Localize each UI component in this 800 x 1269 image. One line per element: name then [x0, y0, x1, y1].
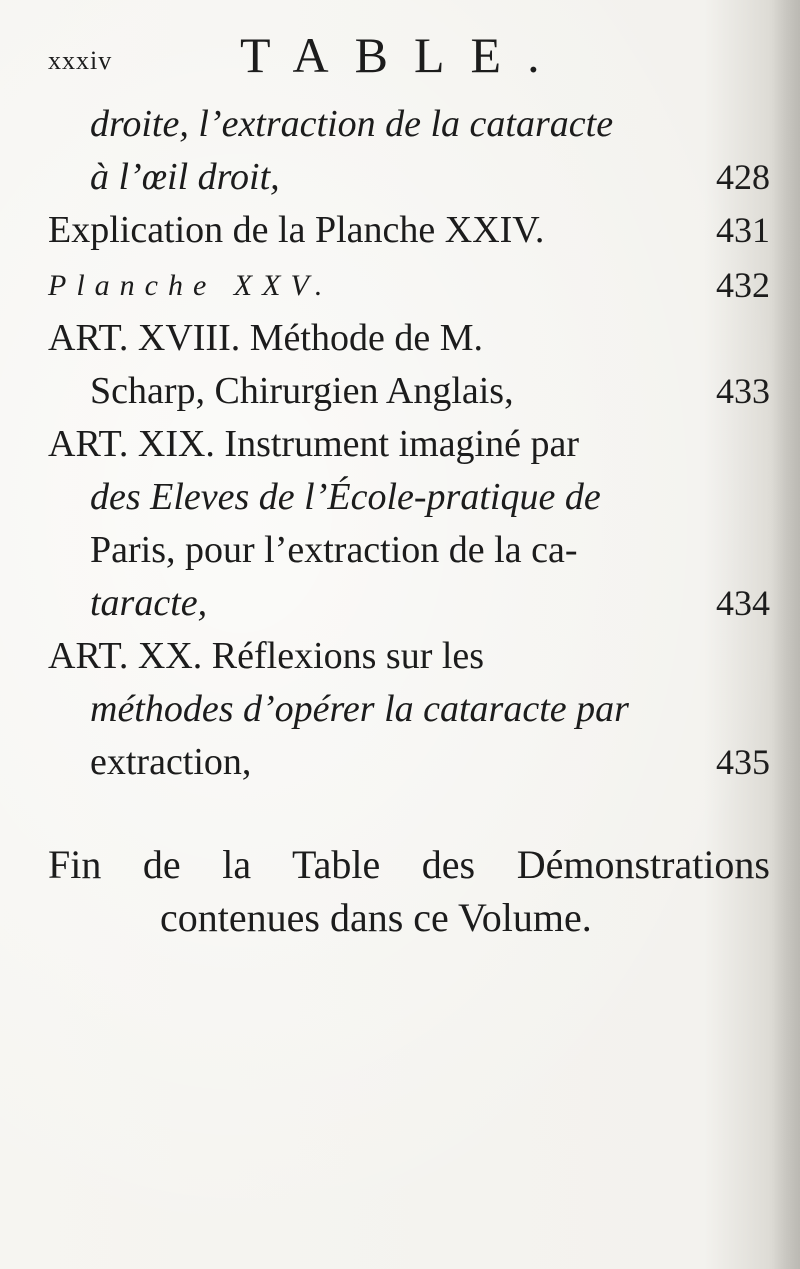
entry-page-number: 431	[716, 210, 770, 250]
toc-entry	[48, 257, 770, 312]
folio-number: xxxiv	[48, 46, 113, 75]
entry-text-line: Paris, pour l’extraction de la ca-	[90, 529, 578, 571]
entry-text-line: extraction,	[90, 741, 252, 783]
toc-entry	[48, 630, 770, 789]
entry-text-line: taracte,	[90, 582, 208, 624]
toc-entry	[48, 312, 770, 418]
entry-text-line: des Eleves de l’École-pratique de	[90, 476, 601, 518]
page-header	[48, 26, 748, 86]
entry-text-line: méthodes d’opérer la cataracte par	[90, 688, 629, 730]
entry-text-line: droite, l’extraction de la cataracte	[90, 103, 614, 145]
entry-text-line: ART. XIX. Instrument imaginé par	[48, 423, 579, 465]
entry-text-line: à l’œil droit,	[90, 156, 280, 198]
colophon	[48, 838, 770, 944]
entry-text-line: ART. XX. Réflexions sur les	[48, 635, 485, 677]
toc-entry	[48, 98, 770, 204]
colophon-line: Fin de la Table des Démonstrations	[48, 842, 770, 887]
entry-page-number: 428	[716, 157, 770, 197]
entry-page-number: 435	[716, 742, 770, 782]
running-title: TABLE.	[240, 27, 566, 83]
entry-text-line: Explication de la Planche XXIV.	[48, 209, 545, 251]
toc-entry	[48, 204, 770, 257]
entry-text-line: ART. XVIII. Méthode de M.	[48, 317, 483, 359]
colophon-line: contenues dans ce Volume.	[160, 895, 592, 940]
table-of-contents	[48, 98, 770, 789]
toc-entry	[48, 418, 770, 630]
entry-text-line: Scharp, Chirurgien Anglais,	[90, 370, 514, 412]
entry-text-line: Planche XXV.	[48, 269, 333, 302]
entry-page-number: 433	[716, 371, 770, 411]
entry-page-number: 432	[716, 265, 770, 305]
entry-page-number: 434	[716, 583, 770, 623]
page-edge-shadow	[772, 0, 800, 1269]
